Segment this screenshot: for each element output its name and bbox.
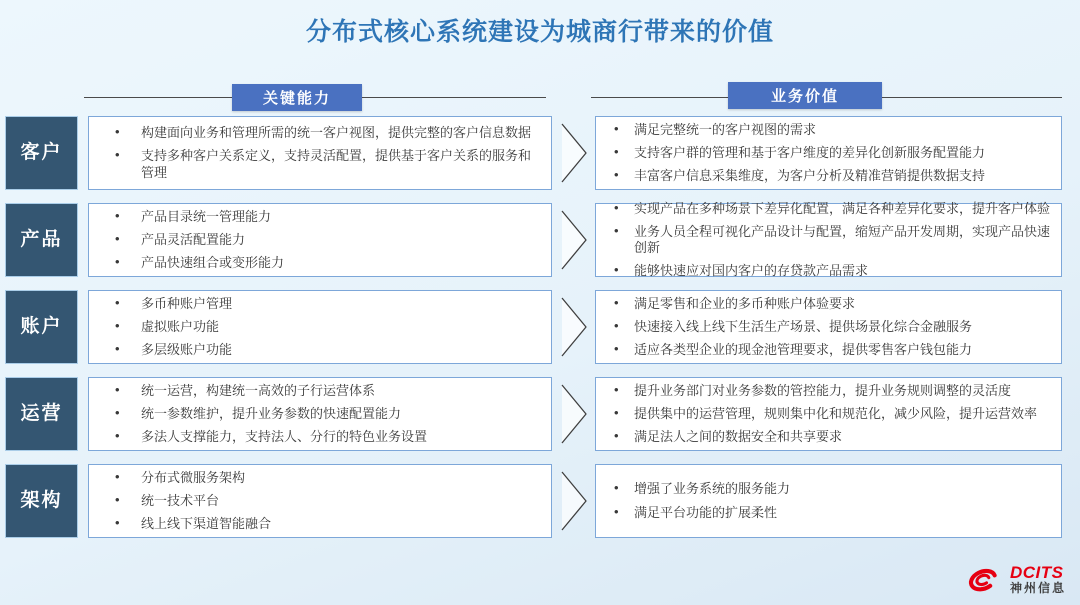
bullet-item: • 实现产品在多种场景下差异化配置，满足各种差异化要求，提升客户体验: [604, 201, 1053, 217]
bullet-item: • 快速接入线上线下生活生产场景、提供场景化综合金融服务: [604, 319, 1053, 335]
bullet-item: • 满足法人之间的数据安全和共享要求: [604, 429, 1053, 445]
header-key-capabilities: 关键能力: [232, 84, 362, 111]
bullet-item: • 产品快速组合或变形能力: [97, 255, 543, 271]
chevron-right-icon: [552, 290, 595, 364]
bullet-item: • 产品目录统一管理能力: [97, 209, 543, 225]
bullet-item: • 统一技术平台: [97, 493, 543, 509]
bullet-item: • 增强了业务系统的服务能力: [604, 481, 1053, 497]
bullet-item: • 统一运营，构建统一高效的子行运营体系: [97, 383, 543, 399]
row-label: 客户: [5, 116, 78, 190]
row-account: [0, 290, 1080, 364]
row-label: 运营: [5, 377, 78, 451]
bullet-item: • 业务人员全程可视化产品设计与配置，缩短产品开发周期，实现产品快速创新: [604, 224, 1053, 257]
logo-swirl-icon: [963, 563, 1003, 597]
bullet-item: • 线上线下渠道智能融合: [97, 516, 543, 532]
values-list: [596, 291, 1061, 363]
chevron-right-icon: [552, 377, 595, 451]
logo-text: [1010, 564, 1066, 595]
header-business-value: 业务价值: [728, 82, 882, 109]
chevron-right-icon: [552, 464, 595, 538]
capabilities-box: [88, 377, 552, 451]
values-list: [596, 378, 1061, 450]
bullet-item: • 支持多种客户关系定义，支持灵活配置，提供基于客户关系的服务和管理: [97, 148, 543, 181]
row-product: [0, 200, 1080, 279]
capabilities-list: [89, 378, 551, 450]
capabilities-box: [88, 203, 552, 277]
row-label: 账户: [5, 290, 78, 364]
bullet-item: • 提供集中的运营管理，规则集中化和规范化，减少风险，提升运营效率: [604, 406, 1053, 422]
bullet-item: • 提升业务部门对业务参数的管控能力，提升业务规则调整的灵活度: [604, 383, 1053, 399]
values-box: [595, 464, 1062, 538]
capabilities-box: [88, 464, 552, 538]
dcits-logo: [963, 563, 1066, 597]
row-customer: [0, 116, 1080, 190]
capabilities-list: [89, 117, 551, 189]
values-list: [596, 117, 1061, 189]
bullet-item: • 满足完整统一的客户视图的需求: [604, 122, 1053, 138]
bullet-item: • 支持客户群的管理和基于客户维度的差异化创新服务配置能力: [604, 145, 1053, 161]
values-box: [595, 200, 1062, 279]
values-box: [595, 377, 1062, 451]
bullet-item: • 产品灵活配置能力: [97, 232, 543, 248]
bullet-item: • 统一参数维护，提升业务参数的快速配置能力: [97, 406, 543, 422]
bullet-item: • 丰富客户信息采集维度，为客户分析及精准营销提供数据支持: [604, 168, 1053, 184]
chevron-right-icon: [552, 203, 595, 277]
bullet-item: • 多币种账户管理: [97, 296, 543, 312]
row-label: 架构: [5, 464, 78, 538]
row-label: 产品: [5, 203, 78, 277]
rows-container: [0, 116, 1080, 538]
logo-brand: DCITS: [1009, 563, 1064, 583]
row-operations: [0, 377, 1080, 451]
bullet-item: • 多层级账户功能: [97, 342, 543, 358]
bullet-item: • 适应各类型企业的现金池管理要求，提供零售客户钱包能力: [604, 342, 1053, 358]
logo-company: 神州信息: [1009, 581, 1066, 596]
capabilities-list: [89, 291, 551, 363]
capabilities-box: [88, 290, 552, 364]
capabilities-list: [89, 465, 551, 537]
values-list: [596, 465, 1061, 537]
bullet-item: • 多法人支撑能力，支持法人、分行的特色业务设置: [97, 429, 543, 445]
bullet-item: • 满足零售和企业的多币种账户体验要求: [604, 296, 1053, 312]
values-box: [595, 116, 1062, 190]
values-box: [595, 290, 1062, 364]
row-architecture: [0, 464, 1080, 538]
capabilities-list: [89, 204, 551, 276]
bullet-item: • 虚拟账户功能: [97, 319, 543, 335]
values-list: [596, 200, 1061, 279]
bullet-item: • 满足平台功能的扩展柔性: [604, 505, 1053, 521]
bullet-item: • 构建面向业务和管理所需的统一客户视图，提供完整的客户信息数据: [97, 125, 543, 141]
bullet-item: • 分布式微服务架构: [97, 470, 543, 486]
page-title: 分布式核心系统建设为城商行带来的价值: [305, 18, 774, 46]
chevron-right-icon: [552, 116, 595, 190]
capabilities-box: [88, 116, 552, 190]
bullet-item: • 能够快速应对国内客户的存贷款产品需求: [604, 263, 1053, 279]
